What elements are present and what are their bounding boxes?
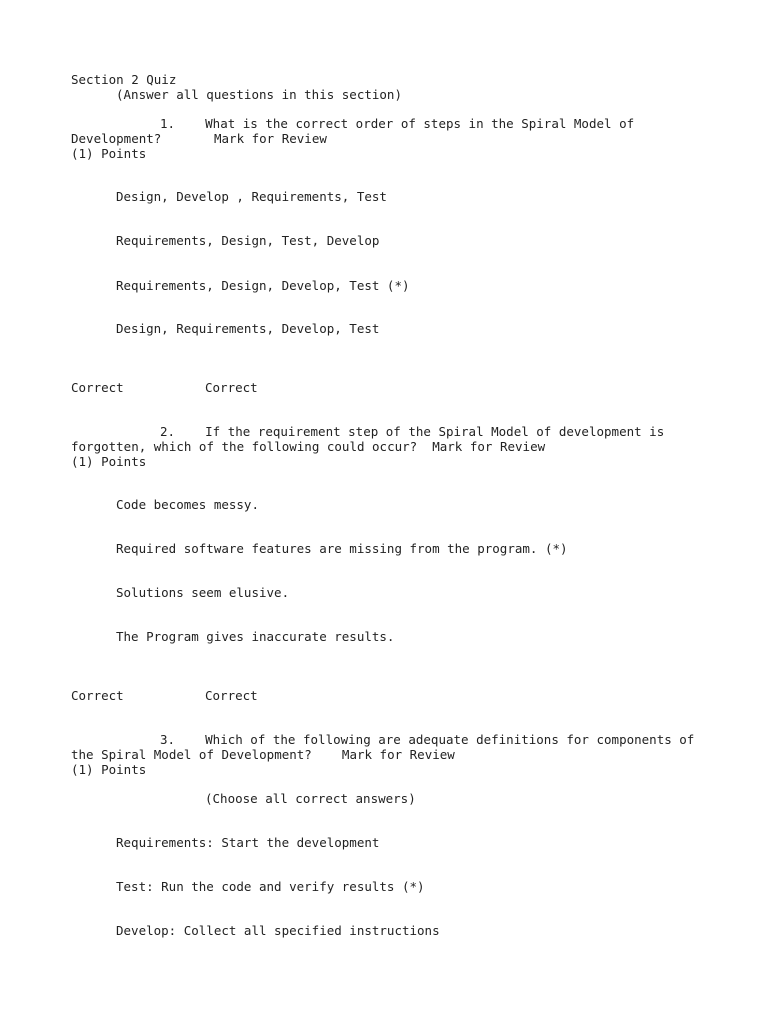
question-2-option-3: Solutions seem elusive. bbox=[116, 585, 290, 600]
question-1-result-label: Correct bbox=[71, 380, 124, 395]
question-3-text-cont: the Spiral Model of Development? Mark for Review bbox=[71, 747, 455, 762]
question-3-points: (1) Points bbox=[71, 762, 147, 777]
question-1-text: 1. What is the correct order of steps in the Spiral Model of bbox=[160, 116, 635, 131]
question-2-option-2: Required software features are missing from the program. (*) bbox=[116, 541, 568, 556]
question-1-points: (1) Points bbox=[71, 146, 147, 161]
question-2-result-value: Correct bbox=[205, 688, 258, 703]
question-1-option-2: Requirements, Design, Test, Develop bbox=[116, 233, 380, 248]
question-1-option-1: Design, Develop , Requirements, Test bbox=[116, 189, 387, 204]
section-title: Section 2 Quiz bbox=[71, 72, 177, 87]
question-1-text-cont: Development? Mark for Review bbox=[71, 131, 327, 146]
question-2-points: (1) Points bbox=[71, 454, 147, 469]
question-2-result-label: Correct bbox=[71, 688, 124, 703]
question-2-option-1: Code becomes messy. bbox=[116, 497, 259, 512]
question-3-text: 3. Which of the following are adequate definitions for components of bbox=[160, 732, 695, 747]
section-instructions: (Answer all questions in this section) bbox=[116, 87, 402, 102]
question-1-option-3: Requirements, Design, Develop, Test (*) bbox=[116, 278, 410, 293]
question-2-option-4: The Program gives inaccurate results. bbox=[116, 629, 395, 644]
question-3-option-1: Requirements: Start the development bbox=[116, 835, 380, 850]
question-3-option-2: Test: Run the code and verify results (*) bbox=[116, 879, 425, 894]
question-3-hint: (Choose all correct answers) bbox=[205, 791, 416, 806]
question-1-option-4: Design, Requirements, Develop, Test bbox=[116, 321, 380, 336]
question-2-text: 2. If the requirement step of the Spiral Model of development is bbox=[160, 424, 665, 439]
question-3-option-3: Develop: Collect all specified instructions bbox=[116, 923, 440, 938]
question-2-text-cont: forgotten, which of the following could occur? Mark for Review bbox=[71, 439, 546, 454]
question-1-result-value: Correct bbox=[205, 380, 258, 395]
